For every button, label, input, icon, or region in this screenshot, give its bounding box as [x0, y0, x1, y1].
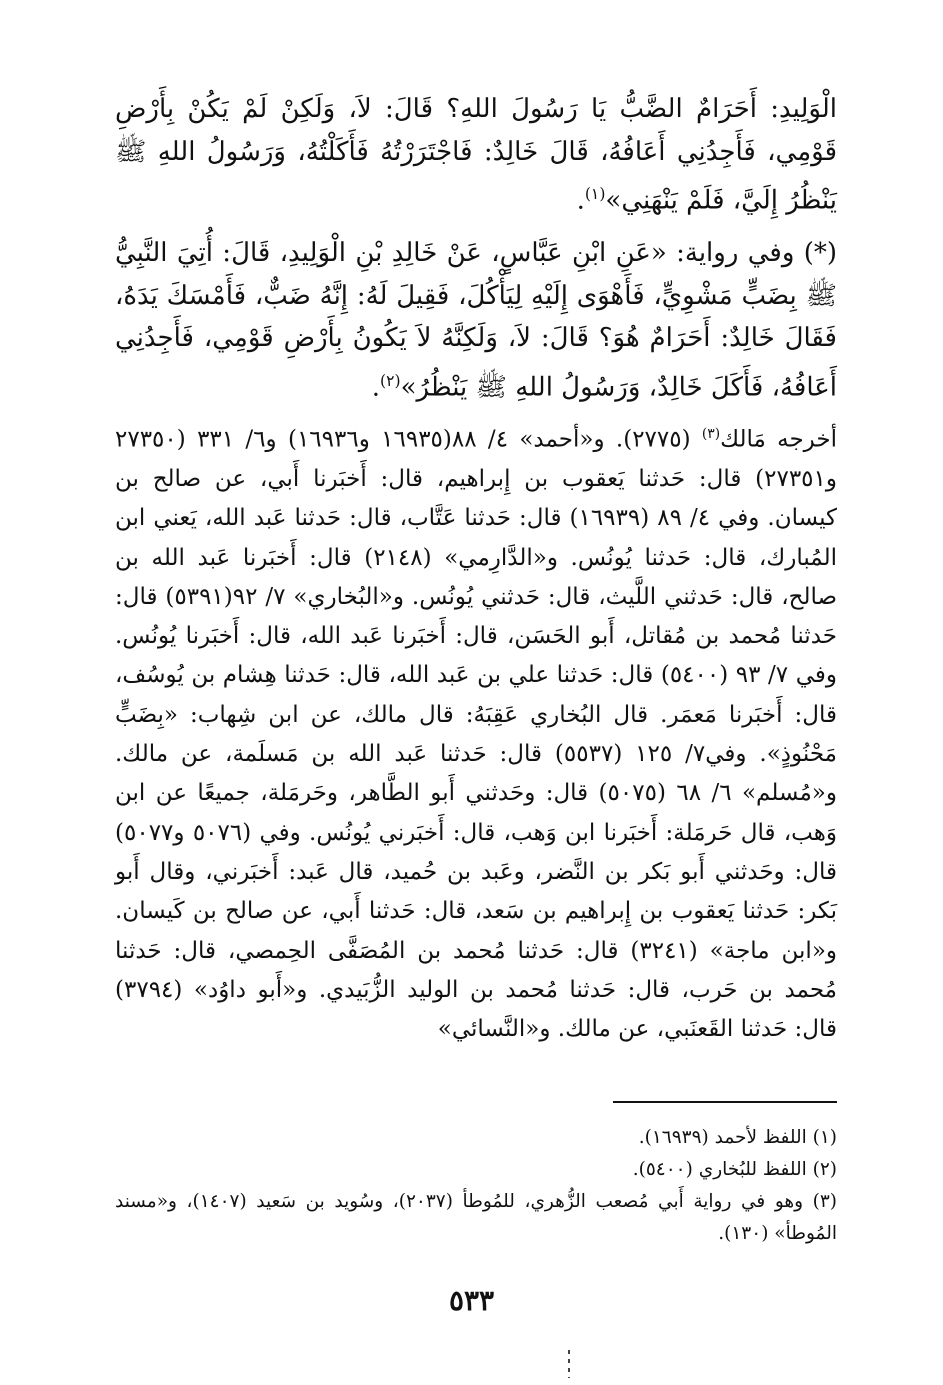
footnote-2: (٢) اللفظ للبُخاري (٥٤٠٠). — [632, 1159, 837, 1180]
scan-mark — [568, 1350, 570, 1378]
takhrij-paragraph — [115, 415, 837, 1049]
hadith-paragraph-1-text: الْوَلِيدِ: أَحَرَامٌ الضَّبُّ يَا رَسُولَ اللهِ؟ قَالَ: لاَ، وَلَكِنْ لَمْ يَكُنْ بِأَرْضِ قَوْمِي، فَأَجِدُنِي أَعَافُهُ، قَالَ خَالِدٌ: فَاجْتَرَرْتُهُ فَأَكَلْتُهُ، وَرَسُولُ اللهِ ﷺ يَنْظُرُ إِلَيَّ، فَلَمْ يَنْهَنِي» — [115, 94, 837, 216]
hadith-paragraph-1-end: . — [576, 185, 585, 216]
footnote-ref-3: (٣) — [701, 426, 721, 442]
takhrij-text — [115, 415, 837, 1049]
footnote-ref-2: (٢) — [380, 371, 401, 390]
takhrij-body: (٢٧٧٥). و«أحمد» ٤/ ٨٨(١٦٩٣٥ و١٦٩٣٦) و٦/ ٣٣١ (٢٧٣٥٠ و٢٧٣٥١) قال: حَدثنا يَعقوب بن إِبراهيم، قال: أَخبَرنا أَبي، عن صالح بن كيسان. وفي ٤/ ٨٩ (١٦٩٣٩) قال: حَدثنا عَتَّاب، قال: حَدثنا عَبد الله، يَعني ابن المُبارك، قال: حَدثنا يُونُس. و«الدَّارِمي» (٢١٤٨) قال: أَخبَرنا عَبد الله بن صالح، قال: حَدثني اللَّيث، قال: حَدثني يُونُس. و«البُخاري» ٧/ ٩٢(٥٣٩١) قال: حَدثنا مُحمد بن مُقاتل، أَبو الحَسَن، قال: أَخبَرنا عَبد الله، قال: أَخبَرنا يُونُس. وفي ٧/ ٩٣ (٥٤٠٠) قال: حَدثنا علي بن عَبد الله، قال: حَدثنا هِشام بن يُوسُف، قال: أَخبَرنا مَعمَر. قال البُخاري عَقِبَهُ: قال مالك، عن ابن شِهاب: «بِضَبٍّ مَحْنُوذٍ». وفي٧/ ١٢٥ (٥٥٣٧) قال: حَدثنا عَبد الله بن مَسلَمة، عن مالك. و«مُسلم» ٦/ ٦٨ (٥٠٧٥) قال: وحَدثني أَبو الطَّاهر، وحَرمَلة، جميعًا عن ابن وَهب، قال حَرمَلة: أَخبَرنا ابن وَهب، قال: أَخبَرني يُونُس. وفي (٥٠٧٦ و٥٠٧٧) قال: وحَدثني أَبو بَكر بن النَّضر، وعَبد بن حُميد، قال عَبد: أَخبَرني، وقال أَبو بَكر: حَدثنا يَعقوب بن إِبراهيم بن سَعد، قال: حَدثنا أَبي، عن صالح بن كَيسان. و«ابن ماجة» (٣٢٤١) قال: حَدثنا مُحمد بن المُصَفَّى الحِمصي، قال: حَدثنا مُحمد بن حَرب، قال: حَدثنا مُحمد بن الوليد الزُّبَيدي. و«أَبو داوُد» (٣٧٩٤) قال: حَدثنا القَعنَبي، عن مالك. و«النَّسائي» — [115, 426, 838, 1043]
footnotes — [115, 1122, 837, 1250]
hadith-text — [115, 88, 837, 409]
footnote-ref-1: (١) — [584, 185, 606, 203]
footnote-1: (١) اللفظ لأحمد (١٦٩٣٩). — [638, 1127, 837, 1148]
hadith-paragraph-2-text: (*) وفي رواية: «عَنِ ابْنِ عَبَّاسٍ، عَنْ خَالِدِ بْنِ الْوَلِيدِ، قَالَ: أُتِيَ النَّبِيُّ ﷺ بِضَبٍّ مَشْوِيٍّ، فَأَهْوَى إِلَيْهِ لِيَأْكُلَ، فَقِيلَ لَهُ: إِنَّهُ ضَبٌّ، فَأَمْسَكَ يَدَهُ، فَقَالَ خَالِدٌ: أَحَرَامٌ هُوَ؟ قَالَ: لاَ، وَلَكِنَّهُ لاَ يَكُونُ بِأَرْضِ قَوْمِي، فَأَجِدُنِي أَعَافُهُ، فَأَكَلَ خَالِدٌ، وَرَسُولُ اللهِ ﷺ يَنْظُرُ» — [115, 238, 837, 403]
hadith-paragraph-2 — [115, 232, 837, 409]
takhrij-start: أخرجه مَالك — [720, 426, 837, 453]
hadith-paragraph-1 — [115, 88, 837, 222]
footnote-divider — [613, 1101, 837, 1103]
hadith-paragraph-2-end: . — [371, 372, 381, 403]
page-number: ٥٣٣ — [448, 1284, 495, 1317]
footnote-3: (٣) وهو في رواية أَبي مُصعب الزُّهري، للمُوطأ (٢٠٣٧)، وسُويد بن سَعيد (١٤٠٧)، و«مسند المُوطأ» (١٣٠). — [115, 1191, 838, 1244]
